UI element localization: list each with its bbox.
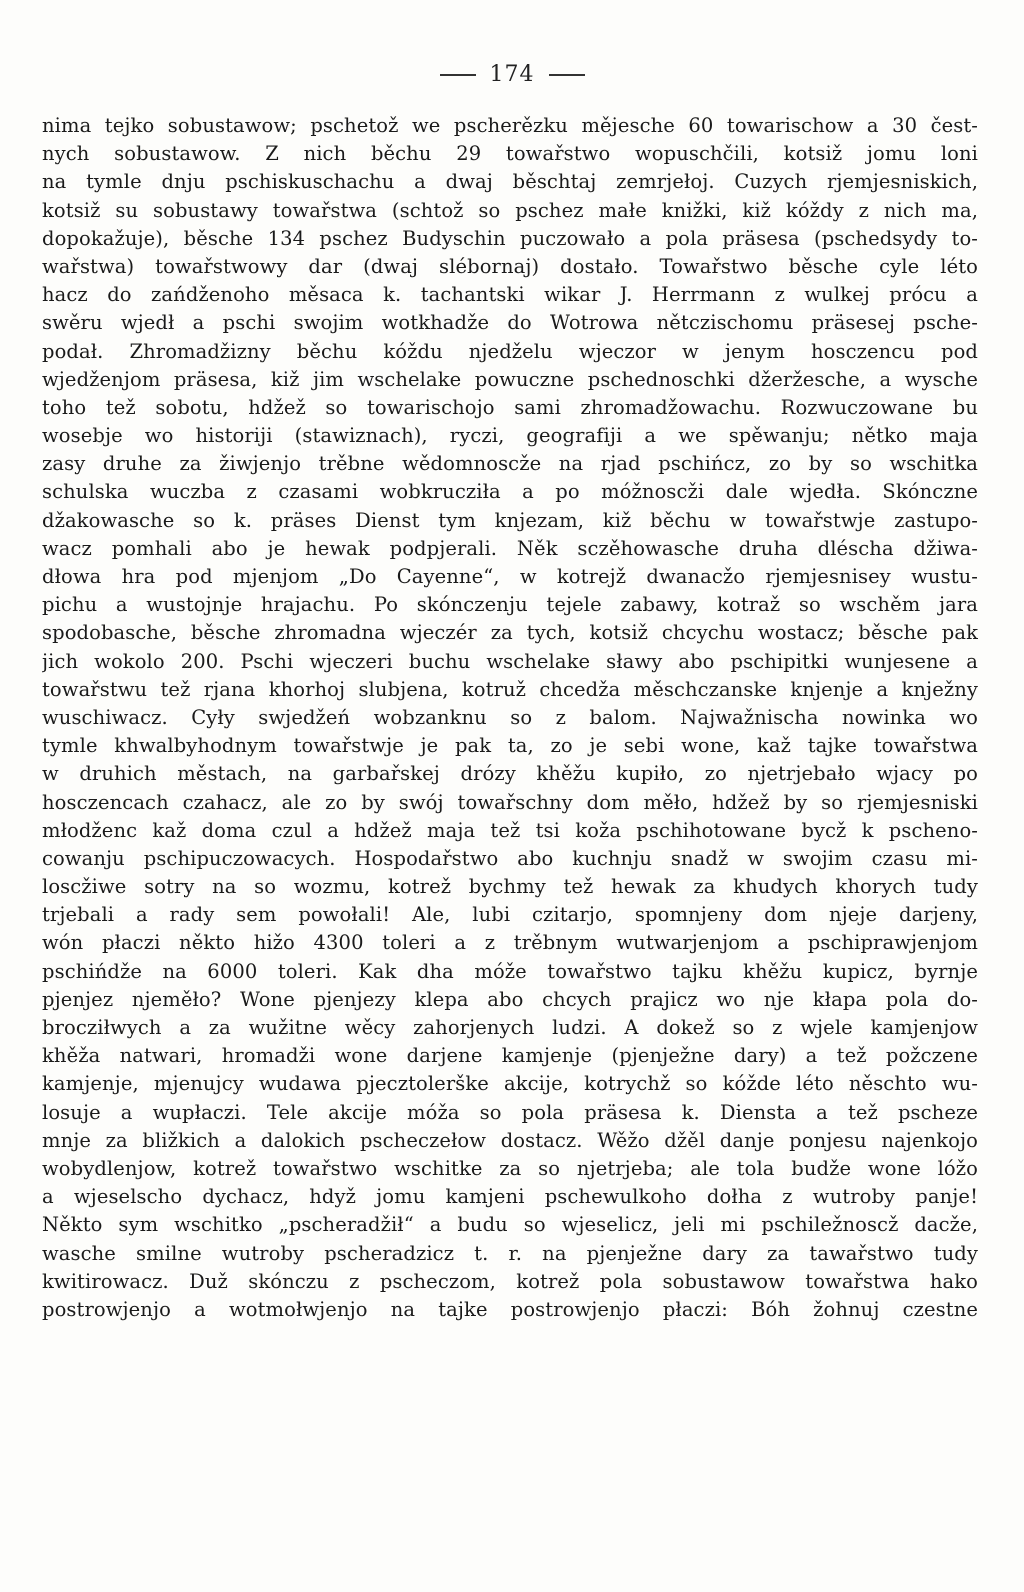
text-line: swěru wjedł a pschi swojim wotkhadže do Wotrowa nětczischomu präsesej psche- <box>42 311 978 335</box>
text-line: hacz do zańdženoho měsaca k. tachantski wikar J. Herrmann z wulkej prócu a <box>42 283 978 307</box>
text-line: brocziłwych a za wužitne wěcy zahorjenych ludzi. A dokež so z wjele kamjenjow <box>42 1016 978 1039</box>
text-line: wařstwa) towařstwowy dar (dwaj slébornaj) dostało. Towařstwo běsche cyle léto <box>42 254 978 278</box>
text-line: pjenjez njeměło? Wone pjenjezy klepa abo chcych prajicz wo nje kłapa pola do- <box>42 987 978 1011</box>
text-line: nima tejko sobustawow; pschetož we pscherězku mějesche 60 towarischow a 30 čest- <box>42 114 978 137</box>
text-line: a wjeselscho dychacz, hdyž jomu kamjeni pschewulkoho dołha z wutroby panje! <box>42 1185 978 1209</box>
text-line: hosczencach czahacz, ale zo by swój towařschny dom měło, hdžež by so rjemjesniski <box>42 790 978 814</box>
text-line: wón płaczi někto hižo 4300 toleri a z trěbnym wutwarjenjom a pschiprawjenjom <box>42 931 978 955</box>
header-dash-left <box>440 74 476 76</box>
text-line: cowanju pschipuczowacych. Hospodařstwo abo kuchnju snadž w swojim czasu mi- <box>42 846 978 870</box>
text-line: Někto sym wschitko „pscheradžił“ a budu so wjeselicz, jeli mi pschiležnoscž dacže, <box>42 1213 978 1237</box>
text-line: khěža natwari, hromadži wone darjene kamjenje (pjenježne dary) a tež požczene <box>42 1044 978 1068</box>
text-line: jich wokolo 200. Pschi wjeczeri buchu wschelake sławy abo pschipitki wunjesene a <box>42 649 978 673</box>
body-text <box>42 112 978 1324</box>
text-line: spodobasche, běsche zhromadna wjeczér za tych, kotsiž chcychu wostacz; běsche pak <box>42 621 978 645</box>
page-header <box>0 62 1024 87</box>
text-line: loscžiwe sotry na so wozmu, kotrež bychmy tež hewak za khudych khorych tudy <box>42 875 978 899</box>
text-line: podał. Zhromadžizny běchu kóždu njedželu wjeczor w jenym hosczencu pod <box>42 339 978 363</box>
text-line: kwitirowacz. Duž skónczu z pscheczom, kotrež pola sobustawow towařstwa hako <box>42 1269 978 1293</box>
text-line: trjebali a rady sem powołali! Ale, lubi czitarjo, spomnjeny dom njeje darjeny, <box>42 903 978 927</box>
text-line: na tymle dnju pschiskuschachu a dwaj běschtaj zemrjełoj. Cuzych rjemjesniskich, <box>42 170 978 194</box>
text-line: wobydlenjow, kotrež towařstwo wschitke za so njetrjeba; ale tola budže wone lóžo <box>42 1156 978 1180</box>
page-number: 174 <box>489 62 535 87</box>
text-line: tymle khwalbyhodnym towařstwje je pak ta, zo je sebi wone, kaž tajke towařstwa <box>42 734 978 758</box>
text-line: dłowa hra pod mjenjom „Do Cayenne“, w kotrejž dwanacžo rjemjesnisey wustu- <box>42 565 978 588</box>
text-line: džakowasche so k. präses Dienst tym knjezam, kiž běchu w towařstwje zastupo- <box>42 508 978 532</box>
text-line: postrowjenjo a wotmołwjenjo na tajke postrowjenjo płaczi: Bóh žohnuj czestne <box>42 1297 978 1321</box>
text-line: wacz pomhali abo je hewak podpjerali. Něk sczěhowasche druha dléscha džiwa- <box>42 536 978 560</box>
text-line: wuschiwacz. Cyły swjedžeń wobzanknu so z balom. Najwažnischa nowinka wo <box>42 705 978 729</box>
text-line: pschińdže na 6000 toleri. Kak dha móže towařstwo tajku khěžu kupicz, byrnje <box>42 959 978 983</box>
text-line: kamjenje, mjenujcy wudawa pjecztolerške akcije, kotrychž so kóžde léto něschto wu- <box>42 1072 978 1096</box>
text-line: kotsiž su sobustawy towařstwa (schtož so pschez małe knižki, kiž kóždy z nich ma, <box>42 198 978 222</box>
text-line: w druhich městach, na garbařskej drózy khěžu kupiło, zo njetrjebało wjacy po <box>42 762 978 786</box>
text-line: dopokažuje), běsche 134 pschez Budyschin puczowało a pola präsesa (pschedsydy to- <box>42 226 978 250</box>
text-line: schulska wuczba z czasami wobkrucziła a po móžnoscži dale wjedła. Skónczne <box>42 480 978 504</box>
text-line: toho tež sobotu, hdžež so towarischojo sami zhromadžowachu. Rozwuczowane bu <box>42 395 978 419</box>
header-dash-right <box>549 74 585 76</box>
text-line: wasche smilne wutroby pscheradzicz t. r. na pjenježne dary za tawařstwo tudy <box>42 1241 978 1265</box>
text-line: mnje za bližkich a dalokich pscheczełow dostacz. Wěžo džěl danje ponjesu najenkojo <box>42 1128 978 1152</box>
text-line: młodženc kaž doma czul a hdžež maja tež tsi koža pschihotowane bycž k pscheno- <box>42 818 978 842</box>
text-line: zasy druhe za žiwjenjo trěbne wědomnoscže na rjad pschińcz, zo by so wschitka <box>42 452 978 476</box>
text-line: pichu a wustojnje hrajachu. Po skónczenju tejele zabawy, kotraž so wschěm jara <box>42 593 978 617</box>
text-line: nych sobustawow. Z nich běchu 29 towařstwo wopuschčili, kotsiž jomu loni <box>42 142 978 166</box>
text-line: wjedženjom präsesa, kiž jim wschelake powuczne pschednoschki džeržesche, a wysche <box>42 367 978 391</box>
text-line: losuje a wupłaczi. Tele akcije móža so pola präsesa k. Diensta a tež pscheze <box>42 1100 978 1124</box>
text-line: towařstwu tež rjana khorhoj slubjena, kotruž chcedža měschczanske knjenje a knježny <box>42 677 978 701</box>
text-line: wosebje wo historiji (stawiznach), ryczi, geografiji a we spěwanju; nětko maja <box>42 424 978 448</box>
